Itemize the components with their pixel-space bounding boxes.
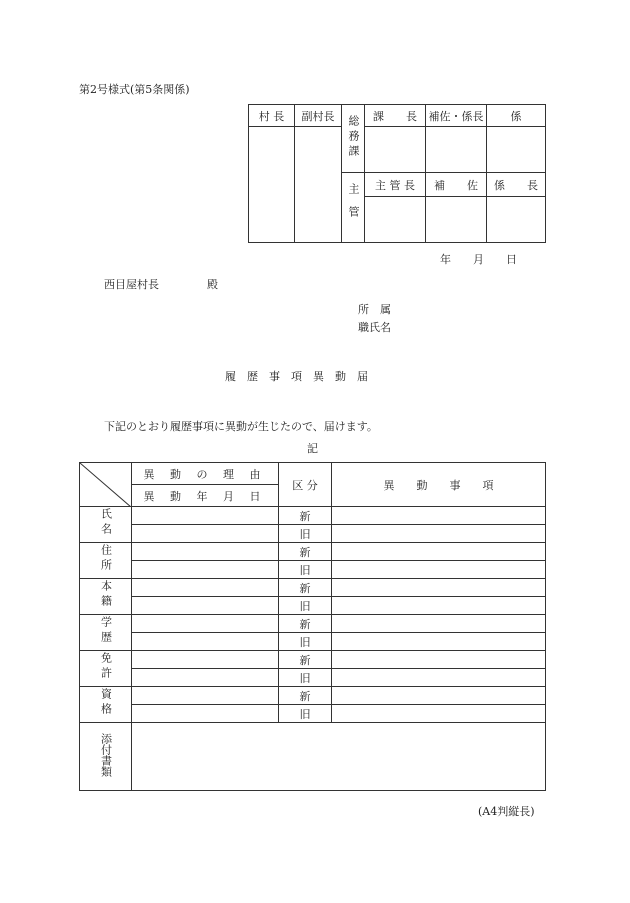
row-label-address — [80, 543, 132, 579]
old-label: 旧 — [279, 633, 332, 651]
row-label-education — [80, 615, 132, 651]
date-cell — [132, 597, 279, 615]
change-rows — [80, 507, 546, 791]
new-label: 新 — [279, 543, 332, 561]
in-charge-cell — [342, 173, 365, 243]
matters-header: 異 動 事 項 — [332, 463, 546, 507]
addressee: 西目屋村長 — [104, 278, 159, 291]
division-header: 区 分 — [279, 463, 332, 507]
row-label-text: 免許 — [99, 652, 113, 682]
approval-table — [248, 104, 546, 243]
matters-cell — [332, 669, 546, 687]
date-cell — [132, 705, 279, 723]
date-header: 異 動 年 月 日 — [132, 485, 279, 507]
general-affairs-label: 総務課 — [347, 114, 360, 160]
matters-cell — [332, 561, 546, 579]
old-label: 旧 — [279, 525, 332, 543]
new-label: 新 — [279, 651, 332, 669]
village-chief-header: 村 長 — [249, 105, 295, 127]
matters-cell — [332, 597, 546, 615]
affiliation-label: 所 属 — [358, 303, 391, 316]
deputy-chief-header: 副村長 — [295, 105, 342, 127]
row-label-name — [80, 507, 132, 543]
reason-cell — [132, 579, 279, 597]
date-cell — [132, 561, 279, 579]
assistant-stamp — [426, 197, 487, 243]
village-chief-stamp — [249, 127, 295, 243]
new-label: 新 — [279, 615, 332, 633]
matters-cell — [332, 687, 546, 705]
ki-label: 記 — [307, 442, 318, 455]
row-label-text: 資格 — [99, 688, 113, 718]
row-label-qualification — [80, 687, 132, 723]
row-label-text: 学歴 — [99, 616, 113, 646]
assistant-header: 補 佐 — [426, 173, 487, 197]
paper-size-note: (A4判縦長) — [478, 805, 535, 818]
deputy-chief-stamp — [295, 127, 342, 243]
old-label: 旧 — [279, 597, 332, 615]
general-affairs-cell — [342, 105, 365, 173]
document-title: 履 歴 事 項 異 動 届 — [225, 370, 368, 383]
diagonal-cell — [80, 463, 132, 507]
row-label-license — [80, 651, 132, 687]
old-label: 旧 — [279, 669, 332, 687]
old-label: 旧 — [279, 705, 332, 723]
change-table — [79, 462, 546, 791]
in-charge-chief-header: 主 管 長 — [365, 173, 426, 197]
in-charge-chief-stamp — [365, 197, 426, 243]
new-label: 新 — [279, 579, 332, 597]
intro-text: 下記のとおり履歴事項に異動が生じたので、届けます。 — [104, 420, 378, 433]
new-label: 新 — [279, 687, 332, 705]
attachments-cell — [132, 723, 546, 791]
form-label: 第2号様式(第5条関係) — [79, 83, 190, 96]
row-label-text: 氏名 — [99, 508, 113, 538]
row-label-text: 住所 — [99, 544, 113, 574]
attachments-label-cell — [80, 723, 132, 791]
matters-cell — [332, 705, 546, 723]
matters-cell — [332, 579, 546, 597]
row-label-domicile — [80, 579, 132, 615]
diagonal-line — [80, 463, 131, 507]
old-label: 旧 — [279, 561, 332, 579]
reason-cell — [132, 651, 279, 669]
subsection-chief-stamp — [487, 197, 546, 243]
reason-cell — [132, 615, 279, 633]
matters-cell — [332, 633, 546, 651]
assistant-chief-header: 補佐・係長 — [426, 105, 487, 127]
matters-cell — [332, 615, 546, 633]
reason-cell — [132, 687, 279, 705]
subsection-chief-header: 係 長 — [487, 173, 546, 197]
new-label: 新 — [279, 507, 332, 525]
matters-cell — [332, 651, 546, 669]
honorific: 殿 — [207, 278, 218, 291]
row-label-text: 本籍 — [99, 580, 113, 610]
reason-cell — [132, 507, 279, 525]
staff-name-label: 職氏名 — [358, 321, 391, 334]
in-charge-label: 主管 — [347, 183, 360, 229]
date-cell — [132, 525, 279, 543]
section-chief-stamp — [365, 127, 426, 173]
date-cell — [132, 669, 279, 687]
clerk-header: 係 — [487, 105, 546, 127]
assistant-chief-stamp — [426, 127, 487, 173]
reason-header: 異 動 の 理 由 — [132, 463, 279, 485]
matters-cell — [332, 507, 546, 525]
date-cell — [132, 633, 279, 651]
section-chief-header: 課 長 — [365, 105, 426, 127]
date-line: 年 月 日 — [440, 253, 517, 266]
matters-cell — [332, 525, 546, 543]
reason-cell — [132, 543, 279, 561]
attachments-label: 添付書類 — [99, 733, 113, 777]
clerk-stamp — [487, 127, 546, 173]
matters-cell — [332, 543, 546, 561]
